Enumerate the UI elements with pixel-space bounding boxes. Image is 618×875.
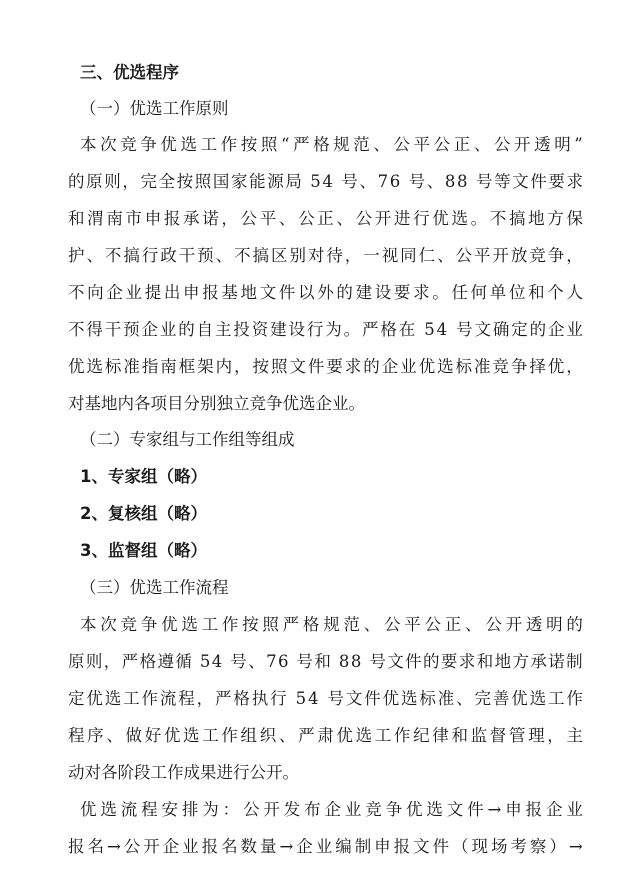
paragraph-line: 报 名 → 公 开 企 业 报 名 数 量 → 企 业 编 制 申 报 文 件 （ 现 场 考 察 ） → xyxy=(68,837,583,856)
subsection-heading-composition: （二）专家组与工作组等组成 xyxy=(80,430,295,449)
paragraph-line: 的 原 则 ， 完 全 按 照 国 家 能 源 局 5 4 号 、 7 6 号 、 8 8 号 等 文 件 要 求 xyxy=(68,172,583,191)
paragraph-line: 优 选 标 准 指 南 框 架 内 ， 按 照 文 件 要 求 的 企 业 优 选 标 准 竞 争 择 优 ， xyxy=(68,357,583,376)
section-heading: 三、优选程序 xyxy=(80,63,179,82)
paragraph-line: 原 则 ， 严 格 遵 循 5 4 号 、 7 6 号 和 8 8 号 文 件 的 要 求 和 地 方 承 诺 制 xyxy=(68,652,583,671)
paragraph-line: 程 序 、 做 好 优 选 工 作 组 织 、 严 肃 优 选 工 作 纪 律 和 监 督 管 理 ， 主 xyxy=(68,726,583,745)
subsection-heading-principles: （一）优选工作原则 xyxy=(80,99,229,118)
paragraph-line: 动对各阶段工作成果进行公开。 xyxy=(68,763,299,782)
paragraph-line: 优 选 流 程 安 排 为 ： 公 开 发 布 企 业 竞 争 优 选 文 件 → 申 报 企 业 xyxy=(80,800,583,819)
paragraph-line: 对基地内各项目分别独立竞争优选企业。 xyxy=(68,394,365,413)
group-item-review: 2、复核组（略） xyxy=(80,504,207,523)
paragraph-line: 护 、 不 搞 行 政 干 预 、 不 搞 区 别 对 待 ， 一 视 同 仁 、 公 平 开 放 竞 争 ， xyxy=(68,246,583,265)
paragraph-line: 定 优 选 工 作 流 程 ， 严 格 执 行 5 4 号 文 件 优 选 标 准 、 完 善 优 选 工 作 xyxy=(68,689,583,708)
subsection-heading-process: （三）优选工作流程 xyxy=(80,578,229,597)
paragraph-line: 本 次 竞 争 优 选 工 作 按 照 严 格 规 范 、 公 平 公 正 、 公 开 透 明 的 xyxy=(80,615,583,634)
paragraph-line: 不 向 企 业 提 出 申 报 基 地 文 件 以 外 的 建 设 要 求 。 任 何 单 位 和 个 人 xyxy=(68,283,583,302)
group-item-expert: 1、专家组（略） xyxy=(80,467,207,486)
paragraph-line: 和 渭 南 市 申 报 承 诺 ， 公 平 、 公 正 、 公 开 进 行 优 选 。 不 搞 地 方 保 xyxy=(68,209,583,228)
paragraph-line: 不 得 干 预 企 业 的 自 主 投 资 建 设 行 为 。 严 格 在 5 4 号 文 确 定 的 企 业 xyxy=(68,320,583,339)
group-item-supervision: 3、监督组（略） xyxy=(80,541,207,560)
paragraph-line: 本 次 竞 争 优 选 工 作 按 照 “ 严 格 规 范 、 公 平 公 正 、 公 开 透 明 ” xyxy=(80,135,583,154)
